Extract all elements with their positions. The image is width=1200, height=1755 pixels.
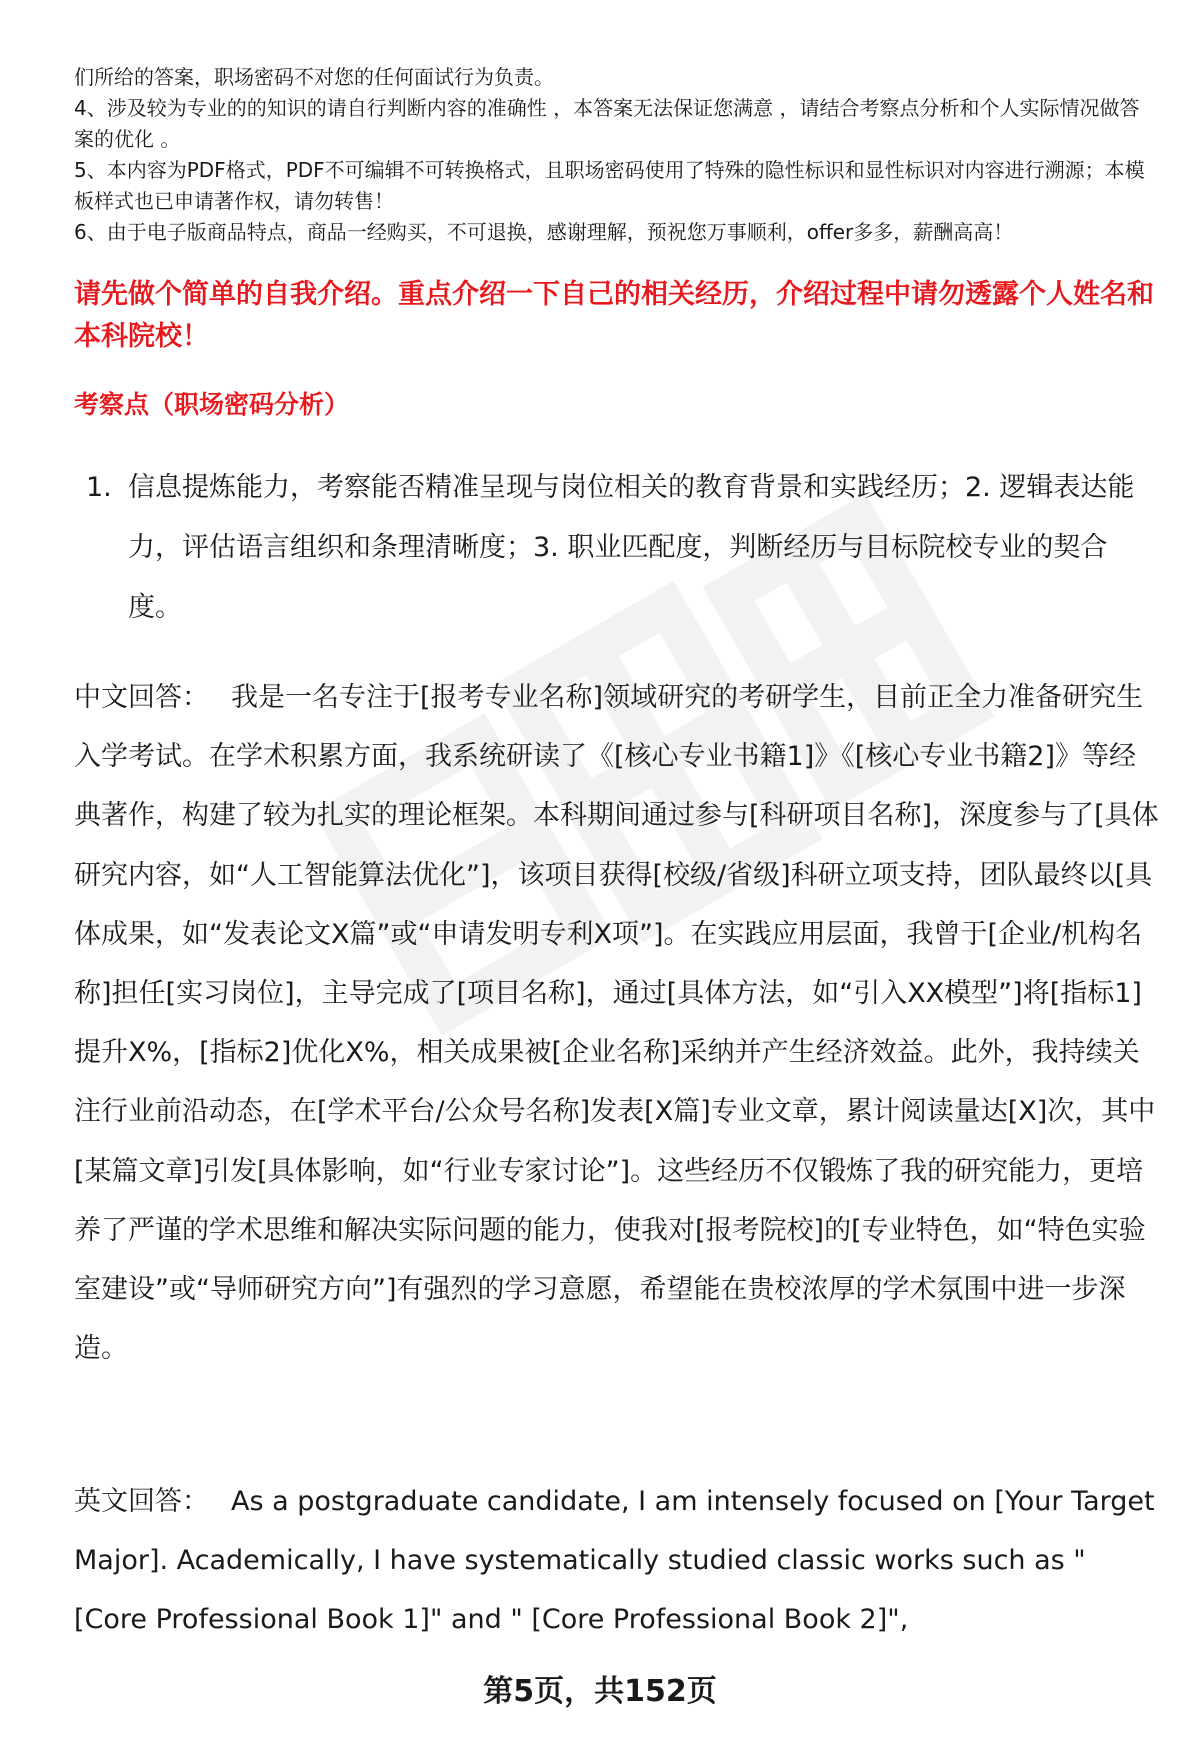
- english-answer-label: 英文回答：: [74, 1486, 209, 1517]
- chinese-answer-text: 我是一名专注于[报考专业名称]领域研究的考研学生，目前正全力准备研究生入学考试。在学术积累方面，我系统研读了《[核心专业书籍1]》《[核心专业书籍2]》等经典著作，构建了较为扎实的理论框架。本科期间通过参与[科研项目名称]，深度参与了[具体研究内容，如“人工智能算法优化”]，该项目获得[校级/省级]科研立项支持，团队最终以[具体成果，如“发表论文X篇”或“申请发明专利X项”]。在实践应用层面，我曾于[企业/机构名称]担任[实习岗位]，主导完成了[项目名称]，通过[具体方法，如“引入XX模型”]将[指标1]提升X%，[指标2]优化X%，相关成果被[企业名称]采纳并产生经济效益。此外，我持续关注行业前沿动态，在[学术平台/公众号名称]发表[X篇]专业文章，累计阅读量达[X]次，其中[某篇文章]引发[具体影响，如“行业专家讨论”]。这些经历不仅锻炼了我的研究能力，更培养了严谨的学术思维和解决实际问题的能力，使我对[报考院校]的[专业特色，如“特色实验室建设”或“导师研究方向”]有强烈的学习意愿，希望能在贵校浓厚的学术氛围中进一步深造。: [74, 682, 1159, 1365]
- analysis-heading: 考察点（职场密码分析）: [74, 390, 350, 419]
- chinese-answer-label: 中文回答：: [74, 682, 209, 713]
- page-footer: 第5页，共152页: [483, 1674, 717, 1709]
- note-line: 6、由于电子版商品特点，商品一经购买，不可退换，感谢理解，预祝您万事顺利，offer多多，薪酬高高！: [74, 220, 1014, 244]
- analysis-point-text: 信息提炼能力，考察能否精准呈现与岗位相关的教育背景和实践经历；2. 逻辑表达能力，评估语言组织和条理清晰度；3. 职业匹配度，判断经历与目标院校专业的契合度。: [128, 472, 1135, 623]
- note-line: 们所给的答案，职场密码不对您的任何面试行为负责。: [74, 65, 554, 89]
- note-line: 4、涉及较为专业的的知识的请自行判断内容的准确性 ，本答案无法保证您满意 ，请结合考察点分析和个人实际情况做答案的优化 。: [74, 96, 1140, 151]
- analysis-point-number: 1.: [86, 472, 112, 503]
- interview-question: 请先做个简单的自我介绍。重点介绍一下自己的相关经历，介绍过程中请勿透露个人姓名和本科院校！: [74, 279, 1154, 352]
- english-answer-text: As a postgraduate candidate, I am intensely focused on [Your Target Major]. Academically, I have systematically studied classic works such as " [Core Professional Book 1]" and " [Core Professional Book 2]",: [74, 1486, 1155, 1635]
- note-line: 5、本内容为PDF格式，PDF不可编辑不可转换格式，且职场密码使用了特殊的隐性标识和显性标识对内容进行溯源；本模板样式也已申请著作权，请勿转售！: [74, 158, 1145, 213]
- analysis-point: [86, 458, 1160, 638]
- notes-block: [74, 62, 1154, 248]
- english-answer: [74, 1472, 1160, 1649]
- chinese-answer: [74, 668, 1160, 1378]
